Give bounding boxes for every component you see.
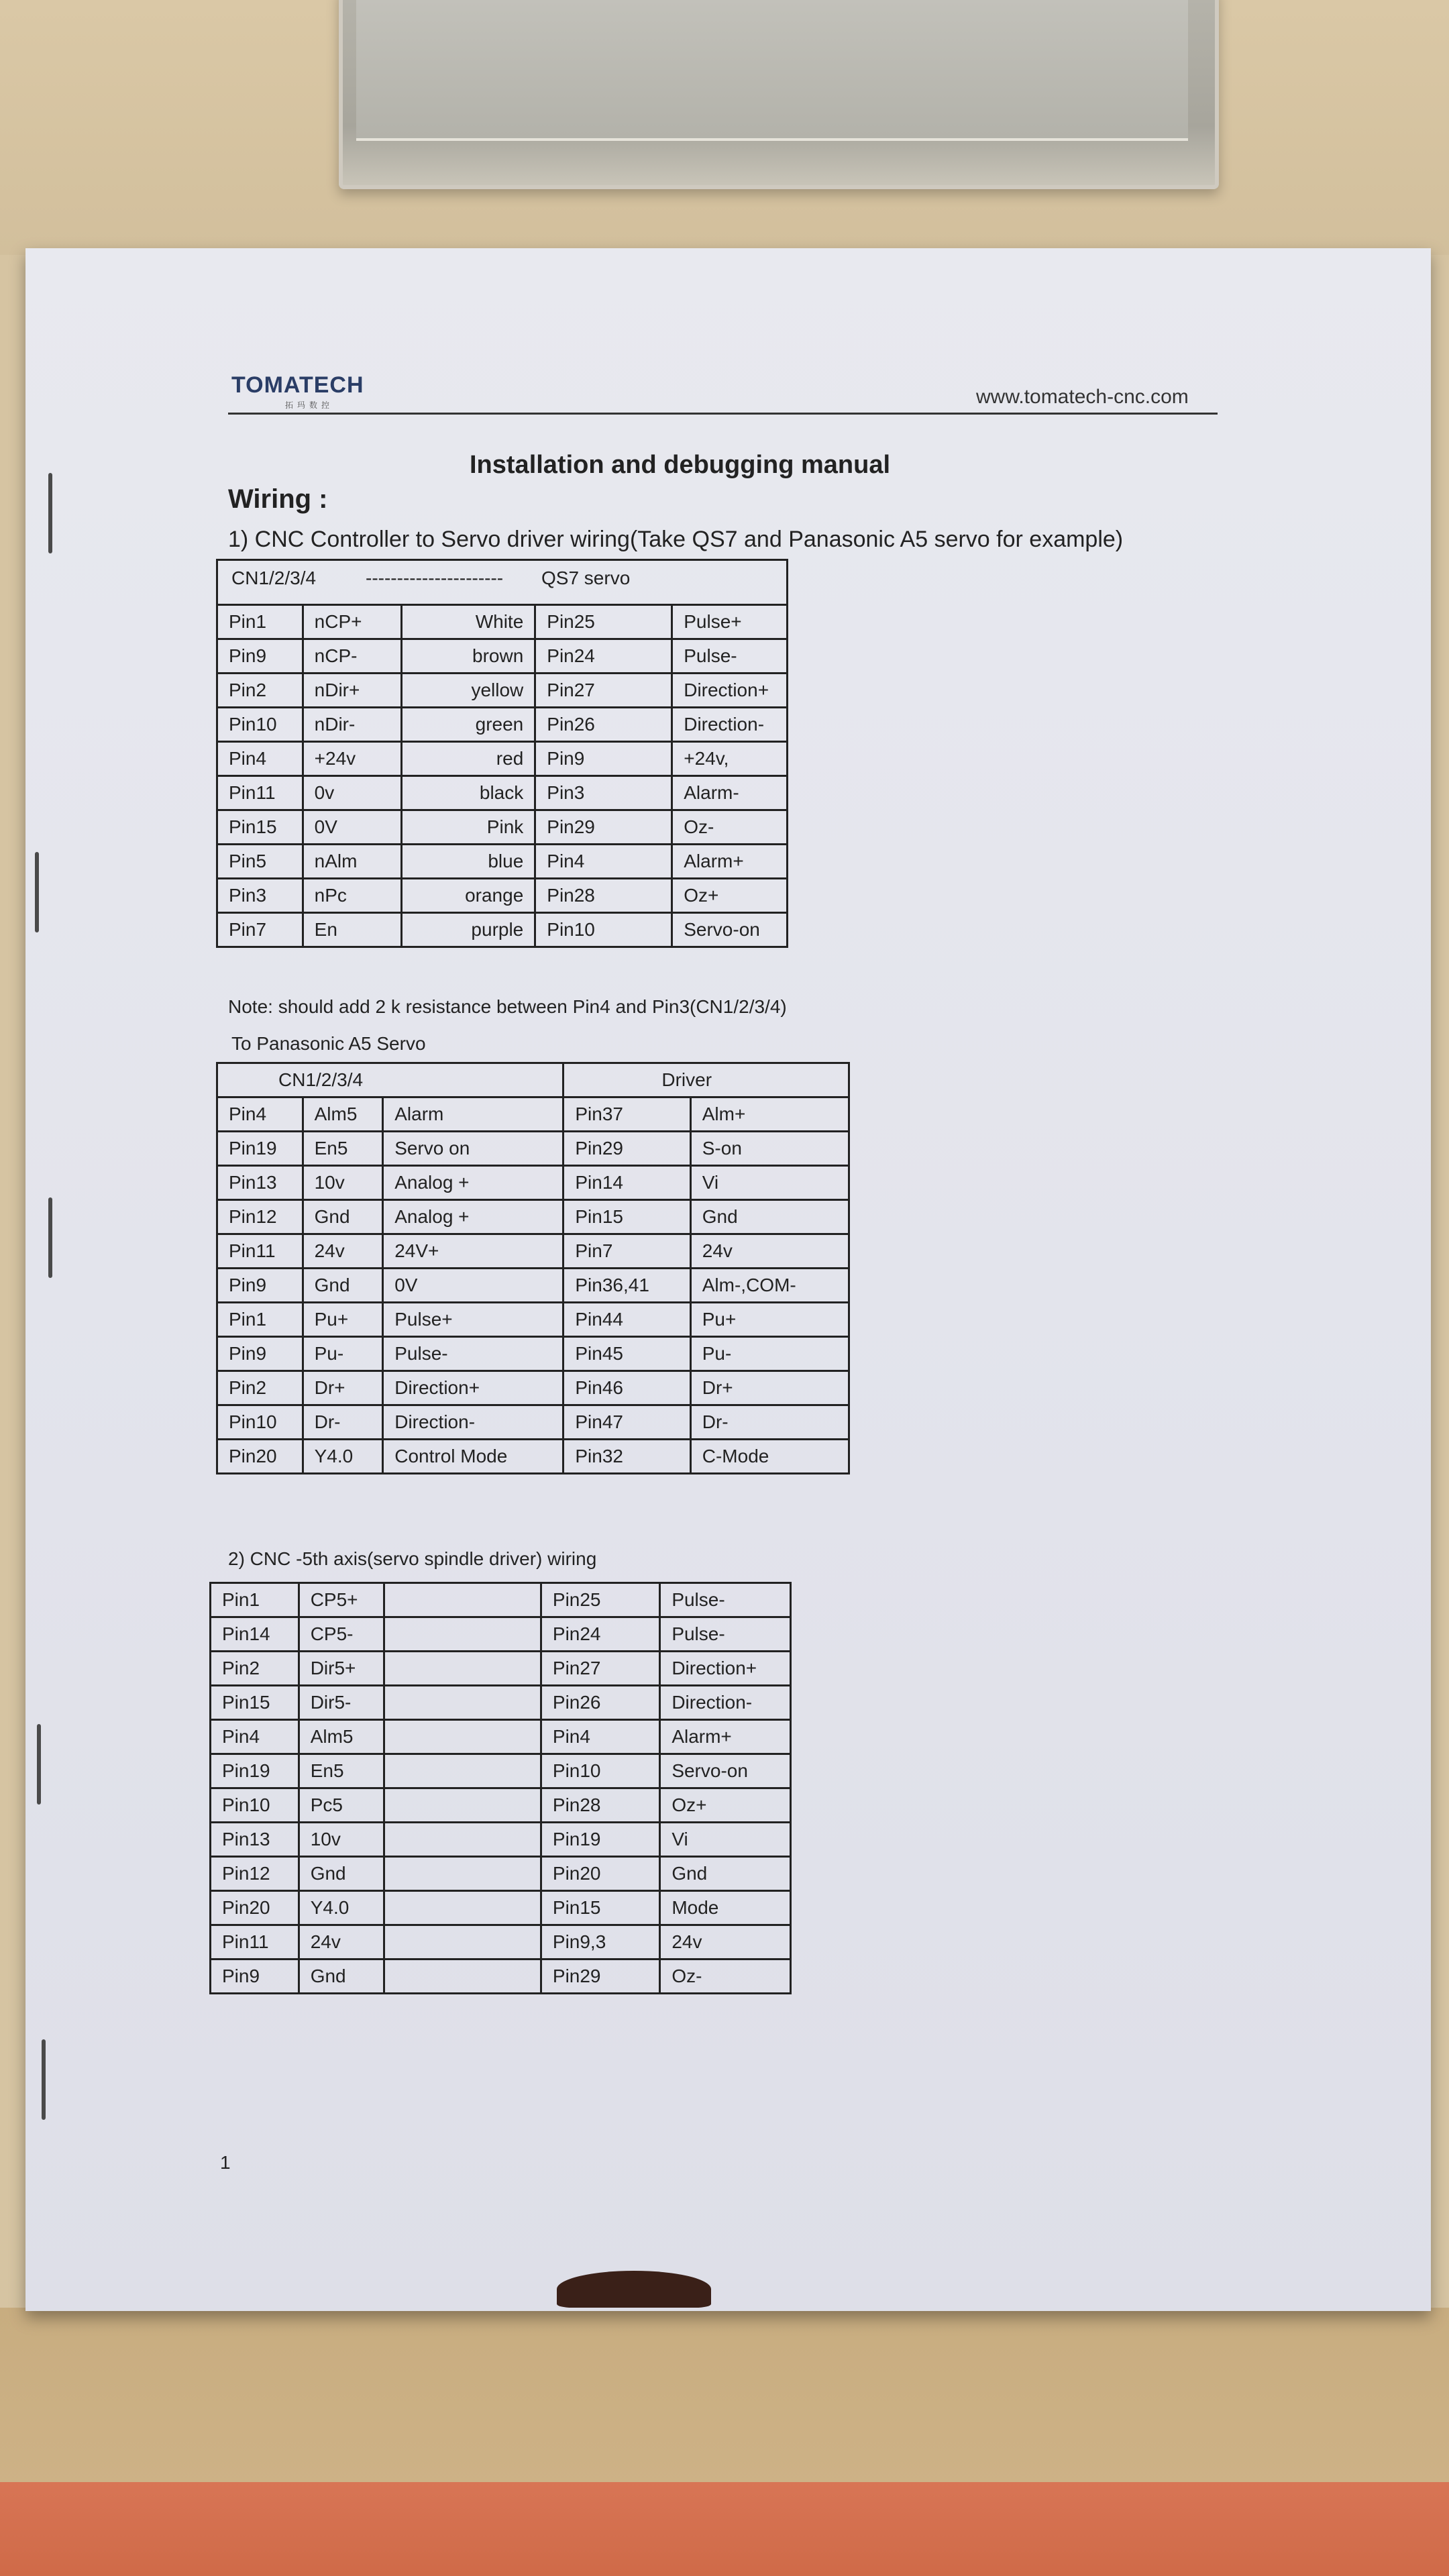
ink-stain	[557, 2271, 711, 2308]
a5-table-cell: Pin45	[564, 1337, 690, 1371]
axis5-table-cell	[384, 1754, 541, 1788]
a5-table-row	[217, 1132, 849, 1166]
qs7-table-cell: Pin25	[535, 605, 672, 639]
qs7-table-row	[217, 639, 788, 674]
a5-table-cell: Pin9	[217, 1269, 303, 1303]
axis5-table-cell: Pin29	[541, 1960, 659, 1994]
a5-table-cell: Pin9	[217, 1337, 303, 1371]
qs7-table-cell: Pin4	[217, 742, 303, 776]
axis5-table-cell: Pin26	[541, 1686, 659, 1720]
a5-table-cell: 10v	[303, 1166, 383, 1200]
axis5-table-cell: Pin24	[541, 1617, 659, 1652]
qs7-table-cell: Direction+	[672, 674, 788, 708]
qs7-table-cell: nCP-	[303, 639, 401, 674]
a5-table-cell: Gnd	[303, 1269, 383, 1303]
qs7-table-row	[217, 913, 788, 947]
axis5-table-cell: 24v	[299, 1925, 384, 1960]
page-number: 1	[220, 2152, 231, 2173]
a5-table-cell: Pulse+	[383, 1303, 564, 1337]
qs7-table-cell: Pin24	[535, 639, 672, 674]
axis5-table-cell: Servo-on	[660, 1754, 791, 1788]
axis5-table-cell: Pin4	[541, 1720, 659, 1754]
qs7-table-cell: blue	[402, 845, 535, 879]
a5-table-cell: En5	[303, 1132, 383, 1166]
a5-table-cell: Servo on	[383, 1132, 564, 1166]
axis5-table-cell: Pin15	[211, 1686, 299, 1720]
axis5-table-cell: Pin9	[211, 1960, 299, 1994]
axis5-table-cell: Pin27	[541, 1652, 659, 1686]
resistance-note: Note: should add 2 k resistance between Pin4 and Pin3(CN1/2/3/4)	[228, 996, 787, 1017]
qs7-table-cell: Pin4	[535, 845, 672, 879]
axis5-table-row	[211, 1857, 791, 1891]
axis5-table-cell	[384, 1583, 541, 1617]
axis5-table-cell	[384, 1823, 541, 1857]
a5-table-row	[217, 1405, 849, 1440]
a5-table-cell: Pin15	[564, 1200, 690, 1234]
document-title: Installation and debugging manual	[470, 451, 891, 479]
a5-table-cell: Pin44	[564, 1303, 690, 1337]
axis5-table-cell: Pin13	[211, 1823, 299, 1857]
qs7-table-cell: 0v	[303, 776, 401, 810]
axis5-table-row	[211, 1754, 791, 1788]
qs7-table-cell: Pin10	[535, 913, 672, 947]
axis5-table-cell: Pin19	[541, 1823, 659, 1857]
qs7-table-row	[217, 674, 788, 708]
axis5-table-cell: Pulse-	[660, 1617, 791, 1652]
qs7-table-cell: nDir-	[303, 708, 401, 742]
qs7-table-cell: Pulse+	[672, 605, 788, 639]
qs7-table-cell: Oz+	[672, 879, 788, 913]
qs7-table-cell: Pin7	[217, 913, 303, 947]
qs7-table-row	[217, 776, 788, 810]
a5-table-cell: 24v	[303, 1234, 383, 1269]
axis5-table-cell	[384, 1686, 541, 1720]
qs7-table-cell: Pin29	[535, 810, 672, 845]
axis5-table-cell: Pin25	[541, 1583, 659, 1617]
a5-table-cell: Pin20	[217, 1440, 303, 1474]
a5-table-cell: Pin14	[564, 1166, 690, 1200]
a5-table-label: To Panasonic A5 Servo	[231, 1033, 426, 1054]
axis5-table-cell: 10v	[299, 1823, 384, 1857]
qs7-table-cell: Oz-	[672, 810, 788, 845]
a5-header-left: CN1/2/3/4	[217, 1063, 564, 1097]
qs7-table-cell: Pulse-	[672, 639, 788, 674]
qs7-table-cell: +24v	[303, 742, 401, 776]
axis5-table-cell: Pin10	[541, 1754, 659, 1788]
axis5-table-cell: Gnd	[299, 1960, 384, 1994]
a5-table-cell: Pu-	[303, 1337, 383, 1371]
axis5-table-row	[211, 1617, 791, 1652]
qs7-table-cell: yellow	[402, 674, 535, 708]
staple	[48, 1197, 52, 1278]
a5-table-cell: 24V+	[383, 1234, 564, 1269]
qs7-table-cell: Pin2	[217, 674, 303, 708]
qs7-table-cell: Pin28	[535, 879, 672, 913]
sleeve-card	[356, 0, 1188, 141]
a5-table-cell: Pin47	[564, 1405, 690, 1440]
qs7-table-cell: black	[402, 776, 535, 810]
axis5-table-row	[211, 1686, 791, 1720]
axis5-table-cell: Vi	[660, 1823, 791, 1857]
qs7-table-cell: nAlm	[303, 845, 401, 879]
axis5-table-row	[211, 1583, 791, 1617]
qs7-table-cell: Pin27	[535, 674, 672, 708]
qs7-header-dashes: ----------------------	[366, 568, 504, 588]
a5-table-cell: Pin2	[217, 1371, 303, 1405]
company-logo: TOMATECH	[231, 372, 364, 398]
qs7-table-cell: 0V	[303, 810, 401, 845]
qs7-table-cell: Pin26	[535, 708, 672, 742]
axis5-table-row	[211, 1652, 791, 1686]
axis5-table-cell: Pin15	[541, 1891, 659, 1925]
qs7-table-cell: Alarm-	[672, 776, 788, 810]
a5-table-row	[217, 1371, 849, 1405]
axis5-table-cell: Direction-	[660, 1686, 791, 1720]
axis5-table-cell: Direction+	[660, 1652, 791, 1686]
a5-table-cell: Pin46	[564, 1371, 690, 1405]
qs7-table-row	[217, 845, 788, 879]
a5-header-right: Driver	[564, 1063, 849, 1097]
axis5-table-cell: Dir5+	[299, 1652, 384, 1686]
a5-table-row	[217, 1337, 849, 1371]
a5-table-cell: 24v	[690, 1234, 849, 1269]
qs7-table-cell: orange	[402, 879, 535, 913]
axis5-table-cell: Pin20	[541, 1857, 659, 1891]
a5-table-cell: Alm5	[303, 1097, 383, 1132]
axis5-table-cell: CP5-	[299, 1617, 384, 1652]
header-divider	[228, 413, 1218, 415]
qs7-table-cell: Pin3	[535, 776, 672, 810]
a5-table-cell: Pin4	[217, 1097, 303, 1132]
a5-header-row	[217, 1063, 849, 1097]
axis5-table-cell	[384, 1857, 541, 1891]
qs7-table-cell: Servo-on	[672, 913, 788, 947]
a5-table-cell: Analog +	[383, 1166, 564, 1200]
qs7-table-cell: Pin5	[217, 845, 303, 879]
qs7-table-cell: brown	[402, 639, 535, 674]
qs7-table-cell: nDir+	[303, 674, 401, 708]
axis5-table-cell: Oz-	[660, 1960, 791, 1994]
a5-table-cell: S-on	[690, 1132, 849, 1166]
axis5-table-cell: 24v	[660, 1925, 791, 1960]
a5-table-cell: Gnd	[690, 1200, 849, 1234]
qs7-table-row	[217, 879, 788, 913]
axis5-table-cell: Pin20	[211, 1891, 299, 1925]
a5-table-cell: Direction-	[383, 1405, 564, 1440]
a5-table-row	[217, 1234, 849, 1269]
axis5-table-cell	[384, 1925, 541, 1960]
a5-table-cell: Pin37	[564, 1097, 690, 1132]
a5-table-cell: Pu+	[690, 1303, 849, 1337]
qs7-table-cell: Alarm+	[672, 845, 788, 879]
axis5-table-cell: Gnd	[299, 1857, 384, 1891]
axis5-table-row	[211, 1960, 791, 1994]
axis5-table-row	[211, 1788, 791, 1823]
qs7-table-cell: Pin1	[217, 605, 303, 639]
a5-table-cell: Pin13	[217, 1166, 303, 1200]
a5-table-cell: Alm-,COM-	[690, 1269, 849, 1303]
axis5-table-cell: Pin1	[211, 1583, 299, 1617]
a5-table-cell: Pin12	[217, 1200, 303, 1234]
a5-table-cell: Pin36,41	[564, 1269, 690, 1303]
axis5-table-cell: Pin19	[211, 1754, 299, 1788]
a5-table-cell: Pin32	[564, 1440, 690, 1474]
a5-table-cell: Pin11	[217, 1234, 303, 1269]
axis5-table-cell: En5	[299, 1754, 384, 1788]
qs7-table-cell: Pin9	[217, 639, 303, 674]
axis5-table-cell: Pin2	[211, 1652, 299, 1686]
a5-table-cell: 0V	[383, 1269, 564, 1303]
section-heading: Wiring :	[228, 484, 328, 514]
a5-table-cell: Pulse-	[383, 1337, 564, 1371]
a5-table-row	[217, 1097, 849, 1132]
qs7-table-cell: Pin9	[535, 742, 672, 776]
axis5-table-cell: CP5+	[299, 1583, 384, 1617]
qs7-table-cell: green	[402, 708, 535, 742]
qs7-table-cell: Pin11	[217, 776, 303, 810]
a5-table-cell: Direction+	[383, 1371, 564, 1405]
axis5-table-row	[211, 1720, 791, 1754]
axis5-table-cell: Gnd	[660, 1857, 791, 1891]
axis5-table-cell: Pin14	[211, 1617, 299, 1652]
a5-table-row	[217, 1440, 849, 1474]
part1-heading: 1) CNC Controller to Servo driver wiring(Take QS7 and Panasonic A5 servo for example)	[228, 527, 1124, 552]
a5-table-cell: Pin1	[217, 1303, 303, 1337]
axis5-table-cell: Alarm+	[660, 1720, 791, 1754]
a5-table-cell: Pu+	[303, 1303, 383, 1337]
axis5-table-cell	[384, 1652, 541, 1686]
staple	[48, 473, 52, 553]
qs7-table-cell: Direction-	[672, 708, 788, 742]
qs7-table-row	[217, 605, 788, 639]
a5-table-row	[217, 1269, 849, 1303]
a5-table-cell: Control Mode	[383, 1440, 564, 1474]
a5-table-cell: Pin10	[217, 1405, 303, 1440]
axis5-table-cell	[384, 1720, 541, 1754]
qs7-table-cell: nPc	[303, 879, 401, 913]
qs7-table-row	[217, 810, 788, 845]
a5-table-cell: Alm+	[690, 1097, 849, 1132]
qs7-table-row	[217, 742, 788, 776]
a5-table-cell: Dr+	[303, 1371, 383, 1405]
axis5-table-cell: Pin12	[211, 1857, 299, 1891]
a5-table-cell: Pin7	[564, 1234, 690, 1269]
cloth	[0, 2482, 1449, 2576]
a5-table-row	[217, 1166, 849, 1200]
qs7-wiring-table	[216, 604, 788, 948]
company-logo-subtitle: 拓玛数控	[285, 400, 334, 410]
axis5-table-cell: Pin10	[211, 1788, 299, 1823]
website-url: www.tomatech-cnc.com	[976, 386, 1189, 408]
a5-table-cell: Dr+	[690, 1371, 849, 1405]
axis5-table-cell	[384, 1788, 541, 1823]
a5-table-cell: Pin29	[564, 1132, 690, 1166]
a5-table-row	[217, 1200, 849, 1234]
staple	[42, 2039, 46, 2120]
axis5-table-cell: Mode	[660, 1891, 791, 1925]
a5-table-cell: Analog +	[383, 1200, 564, 1234]
a5-table-cell: Gnd	[303, 1200, 383, 1234]
axis5-table-cell: Pin11	[211, 1925, 299, 1960]
axis5-wiring-table	[209, 1582, 792, 1994]
qs7-header-right: QS7 servo	[541, 568, 631, 588]
axis5-table-cell: Pulse-	[660, 1583, 791, 1617]
qs7-table-header	[216, 559, 788, 606]
qs7-table-cell: Pin3	[217, 879, 303, 913]
axis5-table-row	[211, 1823, 791, 1857]
a5-table-cell: Y4.0	[303, 1440, 383, 1474]
staple	[35, 852, 39, 932]
axis5-table-cell: Pin4	[211, 1720, 299, 1754]
axis5-table-row	[211, 1925, 791, 1960]
qs7-table-cell: nCP+	[303, 605, 401, 639]
axis5-table-cell: Alm5	[299, 1720, 384, 1754]
qs7-table-cell: Pin15	[217, 810, 303, 845]
axis5-table-cell: Y4.0	[299, 1891, 384, 1925]
plastic-sleeve	[339, 0, 1219, 189]
qs7-table-row	[217, 708, 788, 742]
a5-wiring-table	[216, 1062, 850, 1474]
qs7-table-cell: +24v,	[672, 742, 788, 776]
qs7-table-cell: Pin10	[217, 708, 303, 742]
qs7-table-cell: red	[402, 742, 535, 776]
a5-table-cell: Dr-	[303, 1405, 383, 1440]
axis5-table-cell: Oz+	[660, 1788, 791, 1823]
qs7-table-cell: En	[303, 913, 401, 947]
qs7-header-left: CN1/2/3/4	[231, 568, 317, 588]
a5-table-cell: C-Mode	[690, 1440, 849, 1474]
qs7-table-cell: White	[402, 605, 535, 639]
a5-table-cell: Pin19	[217, 1132, 303, 1166]
axis5-table-cell	[384, 1617, 541, 1652]
axis5-table-cell: Pin9,3	[541, 1925, 659, 1960]
a5-table-cell: Vi	[690, 1166, 849, 1200]
a5-table-cell: Pu-	[690, 1337, 849, 1371]
a5-table-cell: Alarm	[383, 1097, 564, 1132]
a5-table-cell: Dr-	[690, 1405, 849, 1440]
staple	[37, 1724, 41, 1805]
axis5-table-cell	[384, 1891, 541, 1925]
axis5-table-row	[211, 1891, 791, 1925]
axis5-table-cell	[384, 1960, 541, 1994]
axis5-table-cell: Dir5-	[299, 1686, 384, 1720]
axis5-table-cell: Pc5	[299, 1788, 384, 1823]
part2-heading: 2) CNC -5th axis(servo spindle driver) wiring	[228, 1548, 597, 1569]
axis5-table-cell: Pin28	[541, 1788, 659, 1823]
qs7-table-cell: Pink	[402, 810, 535, 845]
qs7-table-cell: purple	[402, 913, 535, 947]
a5-table-row	[217, 1303, 849, 1337]
